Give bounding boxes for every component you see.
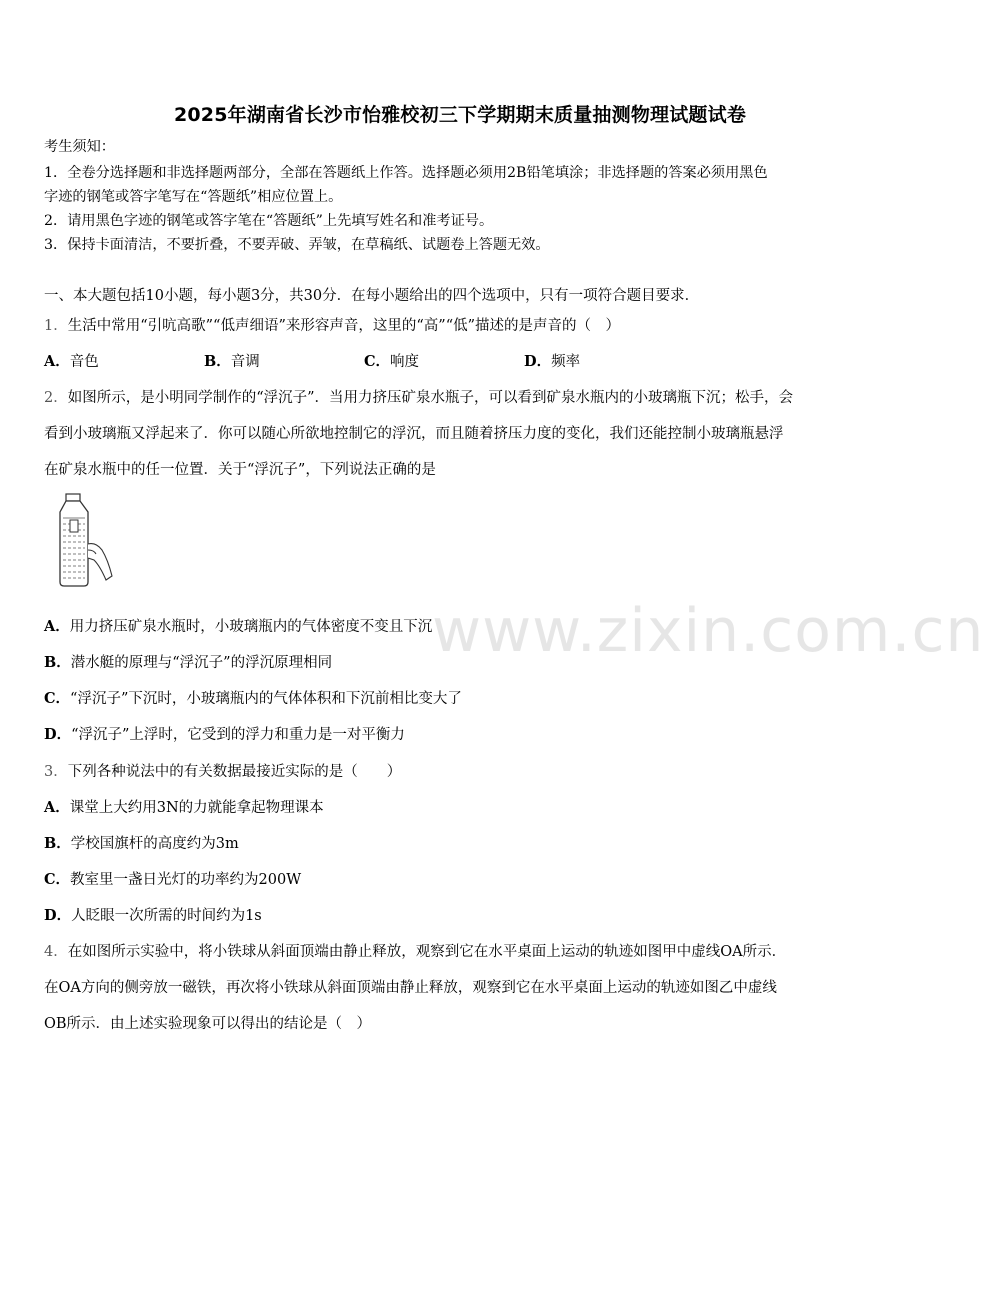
question-text: 如图所示，是小明同学制作的“浮沉子”．当用力挤压矿泉水瓶子，可以看到矿泉水瓶内的小玻璃瓶下沉；松手，会	[67, 390, 794, 406]
q1-option-a	[44, 350, 99, 371]
notice-line-2: 字迹的钢笔或答字笔写在“答题纸”相应位置上。	[44, 189, 343, 205]
option-text: 响度	[390, 354, 420, 370]
page-title: 2025年湖南省长沙市怡雅校初三下学期期末质量抽测物理试题试卷	[173, 104, 747, 126]
section-heading: 一、本大题包括10小题，每小题3分，共30分．在每小题给出的四个选项中，只有一项符合题目要求．	[44, 288, 700, 304]
question-4-line-3: OB所示．由上述实验现象可以得出的结论是（ ）	[44, 1016, 372, 1032]
notice-line-4: 3．保持卡面清洁，不要折叠，不要弄破、弄皱，在草稿纸、试题卷上答题无效。	[44, 237, 550, 253]
q2-option-b	[44, 651, 332, 672]
question-text: 下列各种说法中的有关数据最接近实际的是（ ）	[67, 764, 402, 780]
option-letter: D．	[524, 353, 552, 370]
question-number: 1．	[44, 318, 68, 334]
q2-option-a	[44, 615, 432, 636]
q2-option-c	[44, 687, 462, 708]
cartesian-diver-figure	[50, 492, 122, 590]
option-letter: B．	[44, 654, 71, 671]
option-letter: C．	[44, 871, 71, 888]
option-text: 音色	[69, 354, 99, 370]
q3-option-a	[44, 796, 324, 817]
question-text: 生活中常用“引吭高歌”“低声细语”来形容声音，这里的“高”“低”描述的是声音的（ ）	[67, 318, 621, 334]
option-text: 音调	[230, 354, 260, 370]
q3-option-b	[44, 832, 239, 853]
question-number: 3．	[44, 764, 68, 780]
option-text: 潜水艇的原理与“浮沉子”的浮沉原理相同	[70, 655, 333, 671]
q1-option-b	[204, 350, 260, 371]
q1-option-c	[364, 350, 419, 371]
q3-option-d	[44, 904, 262, 925]
notice-heading: 考生须知：	[44, 139, 115, 155]
q3-option-c	[44, 868, 301, 889]
option-text: “浮沉子”下沉时，小玻璃瓶内的气体体积和下沉前相比变大了	[70, 691, 462, 707]
option-text: 用力挤压矿泉水瓶时，小玻璃瓶内的气体密度不变且下沉	[69, 619, 433, 635]
notice-line-3: 2．请用黑色字迹的钢笔或答字笔在“答题纸”上先填写姓名和准考证号。	[44, 213, 494, 229]
question-4-line-1	[44, 940, 786, 961]
option-letter: C．	[44, 690, 71, 707]
question-1	[44, 314, 620, 335]
option-letter: D．	[44, 726, 72, 743]
option-text: 频率	[551, 354, 581, 370]
option-letter: D．	[44, 907, 72, 924]
question-2-line-3: 在矿泉水瓶中的任一位置．关于“浮沉子”，下列说法正确的是	[44, 462, 436, 478]
notice-line-1: 1．全卷分选择题和非选择题两部分，全部在答题纸上作答。选择题必须用2B铅笔填涂；非选择题的答案必须用黑色	[44, 165, 768, 181]
option-text: 教室里一盏日光灯的功率约为200W	[70, 872, 302, 888]
option-text: 学校国旗杆的高度约为3m	[70, 836, 239, 852]
question-text: 在如图所示实验中，将小铁球从斜面顶端由静止释放，观察到它在水平桌面上运动的轨迹如图甲中虚线OA所示．	[67, 944, 787, 960]
option-letter: B．	[204, 353, 231, 370]
question-3	[44, 760, 401, 781]
watermark: www.zixin.com.cn	[432, 596, 984, 666]
question-2-line-2: 看到小玻璃瓶又浮起来了．你可以随心所欲地控制它的浮沉，而且随着挤压力度的变化，我们还能控制小玻璃瓶悬浮	[44, 426, 784, 442]
option-letter: A．	[44, 353, 70, 370]
option-letter: C．	[364, 353, 391, 370]
question-number: 4．	[44, 944, 68, 960]
question-number: 2．	[44, 390, 68, 406]
option-letter: A．	[44, 799, 70, 816]
question-2-line-1	[44, 386, 793, 407]
option-text: “浮沉子”上浮时，它受到的浮力和重力是一对平衡力	[71, 727, 405, 743]
option-letter: B．	[44, 835, 71, 852]
option-letter: A．	[44, 618, 70, 635]
q2-option-d	[44, 723, 405, 744]
option-text: 课堂上大约用3N的力就能拿起物理课本	[69, 800, 324, 816]
q1-option-d	[524, 350, 580, 371]
question-4-line-2: 在OA方向的侧旁放一磁铁，再次将小铁球从斜面顶端由静止释放，观察到它在水平桌面上运动的轨迹如图乙中虚线	[44, 980, 777, 996]
option-text: 人眨眼一次所需的时间约为1s	[71, 908, 262, 924]
